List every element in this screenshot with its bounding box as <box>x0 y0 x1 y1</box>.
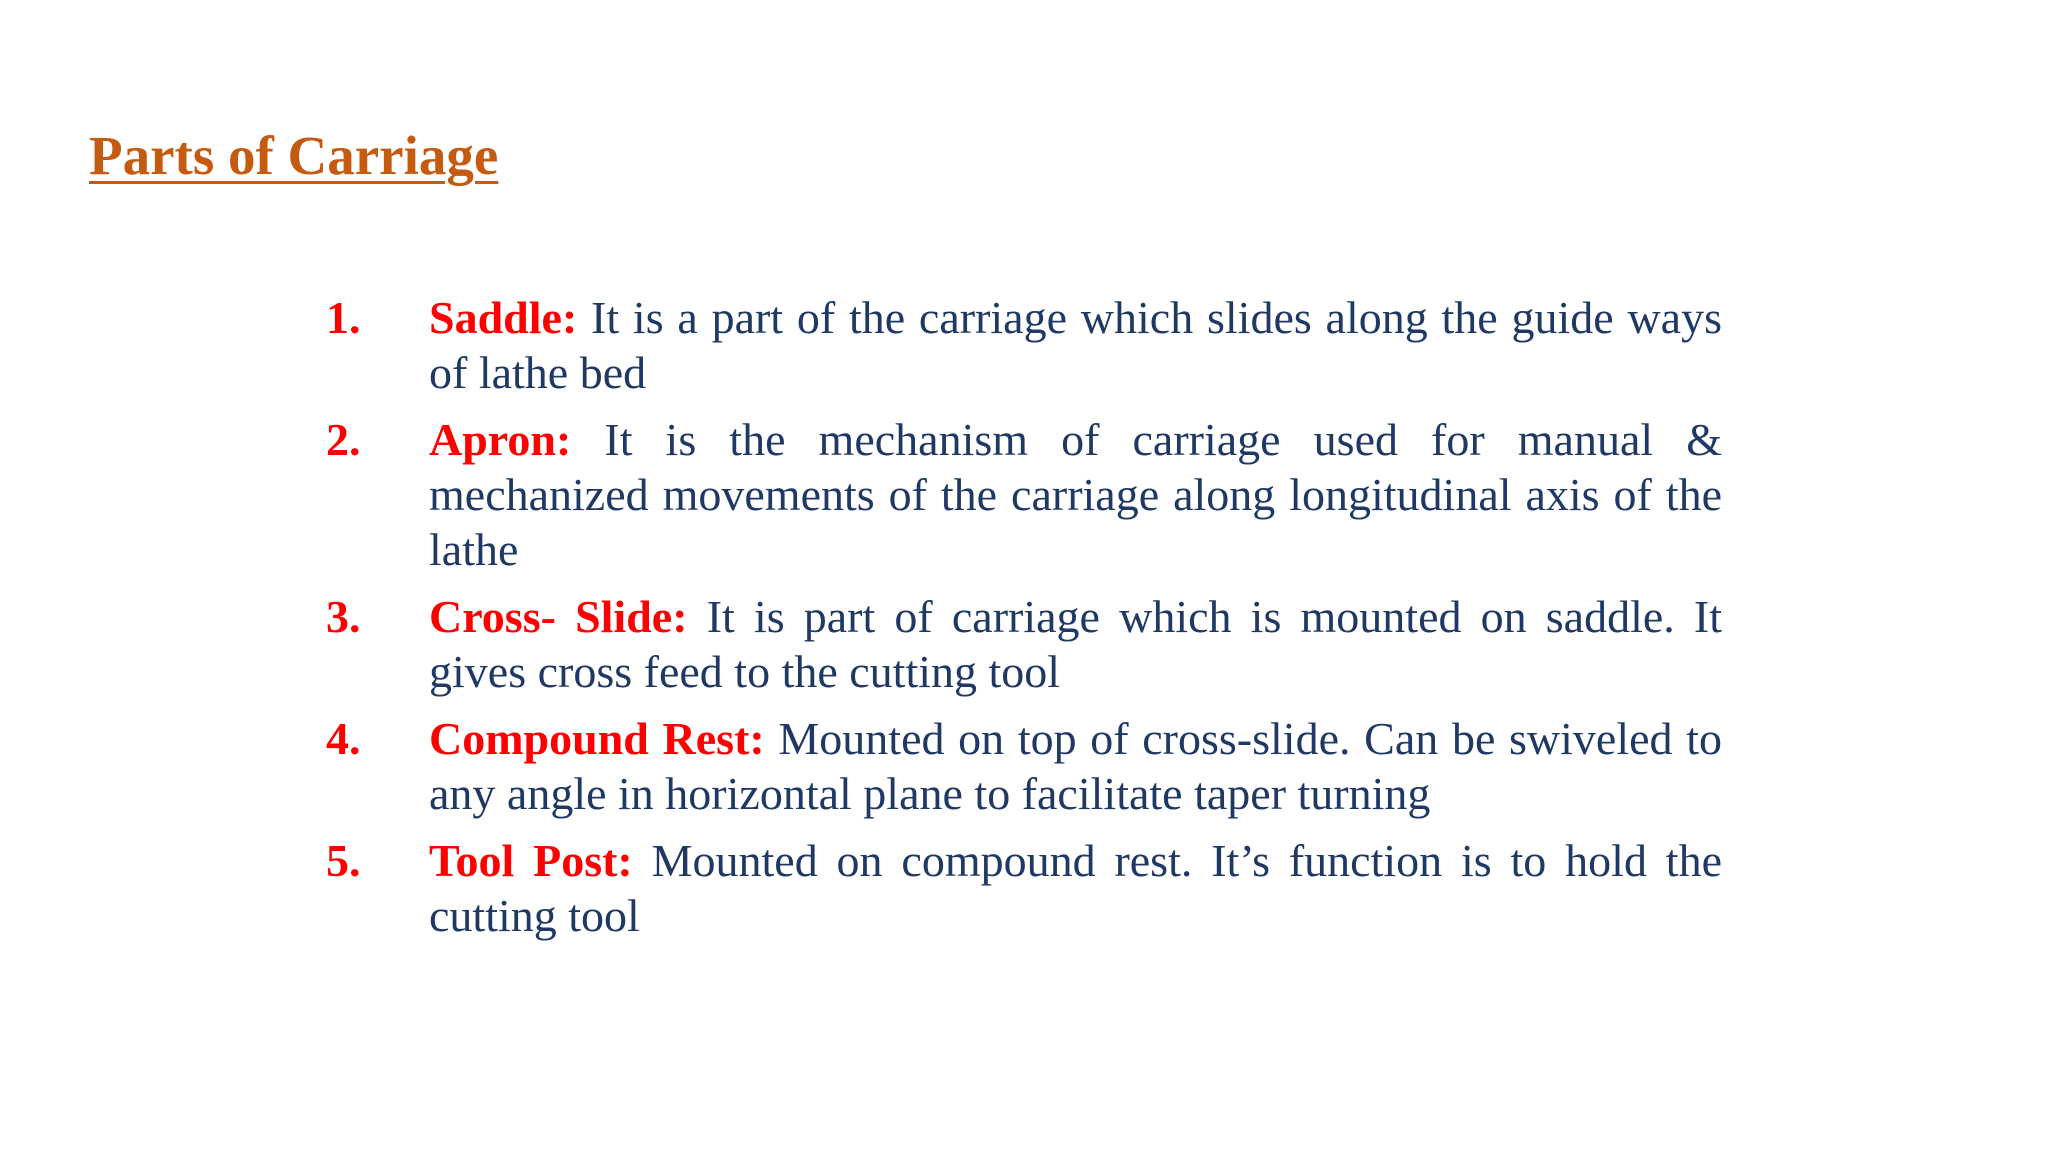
term-saddle: Saddle: <box>429 292 578 343</box>
item-text <box>429 412 1722 577</box>
description-tool-post: Mounted on compound rest. It’s function is to hold the cutting tool <box>429 835 1722 941</box>
description-saddle: It is a part of the carriage which slides along the guide ways of lathe bed <box>429 292 1723 398</box>
list-item-cross-slide <box>326 589 1722 699</box>
list-item-apron <box>326 412 1722 577</box>
term-apron: Apron: <box>429 414 572 465</box>
item-number: 2. <box>326 414 361 465</box>
description-compound-rest: Mounted on top of cross-slide. Can be swiveled to any angle in horizontal plane to facilitate taper turning <box>429 713 1722 819</box>
item-number: 3. <box>326 591 361 642</box>
list-item-saddle <box>326 290 1722 400</box>
item-number: 4. <box>326 713 361 764</box>
term-cross-slide: Cross- Slide: <box>429 591 688 642</box>
item-text <box>429 290 1722 400</box>
item-text <box>429 589 1722 699</box>
list-item-tool-post <box>326 833 1722 943</box>
item-text <box>429 833 1722 943</box>
slide-title: Parts of Carriage <box>89 125 499 186</box>
term-tool-post: Tool Post: <box>429 835 633 886</box>
item-number: 1. <box>326 292 361 343</box>
description-cross-slide: It is part of carriage which is mounted on saddle. It gives cross feed to the cutting tool <box>429 591 1723 697</box>
item-text <box>429 711 1722 821</box>
list-item-compound-rest <box>326 711 1722 821</box>
description-apron: It is the mechanism of carriage used for manual & mechanized movements of the carriage along longitudinal axis of the lathe <box>429 414 1722 575</box>
term-compound-rest: Compound Rest: <box>429 713 765 764</box>
parts-list <box>326 290 1722 955</box>
item-number: 5. <box>326 835 361 886</box>
